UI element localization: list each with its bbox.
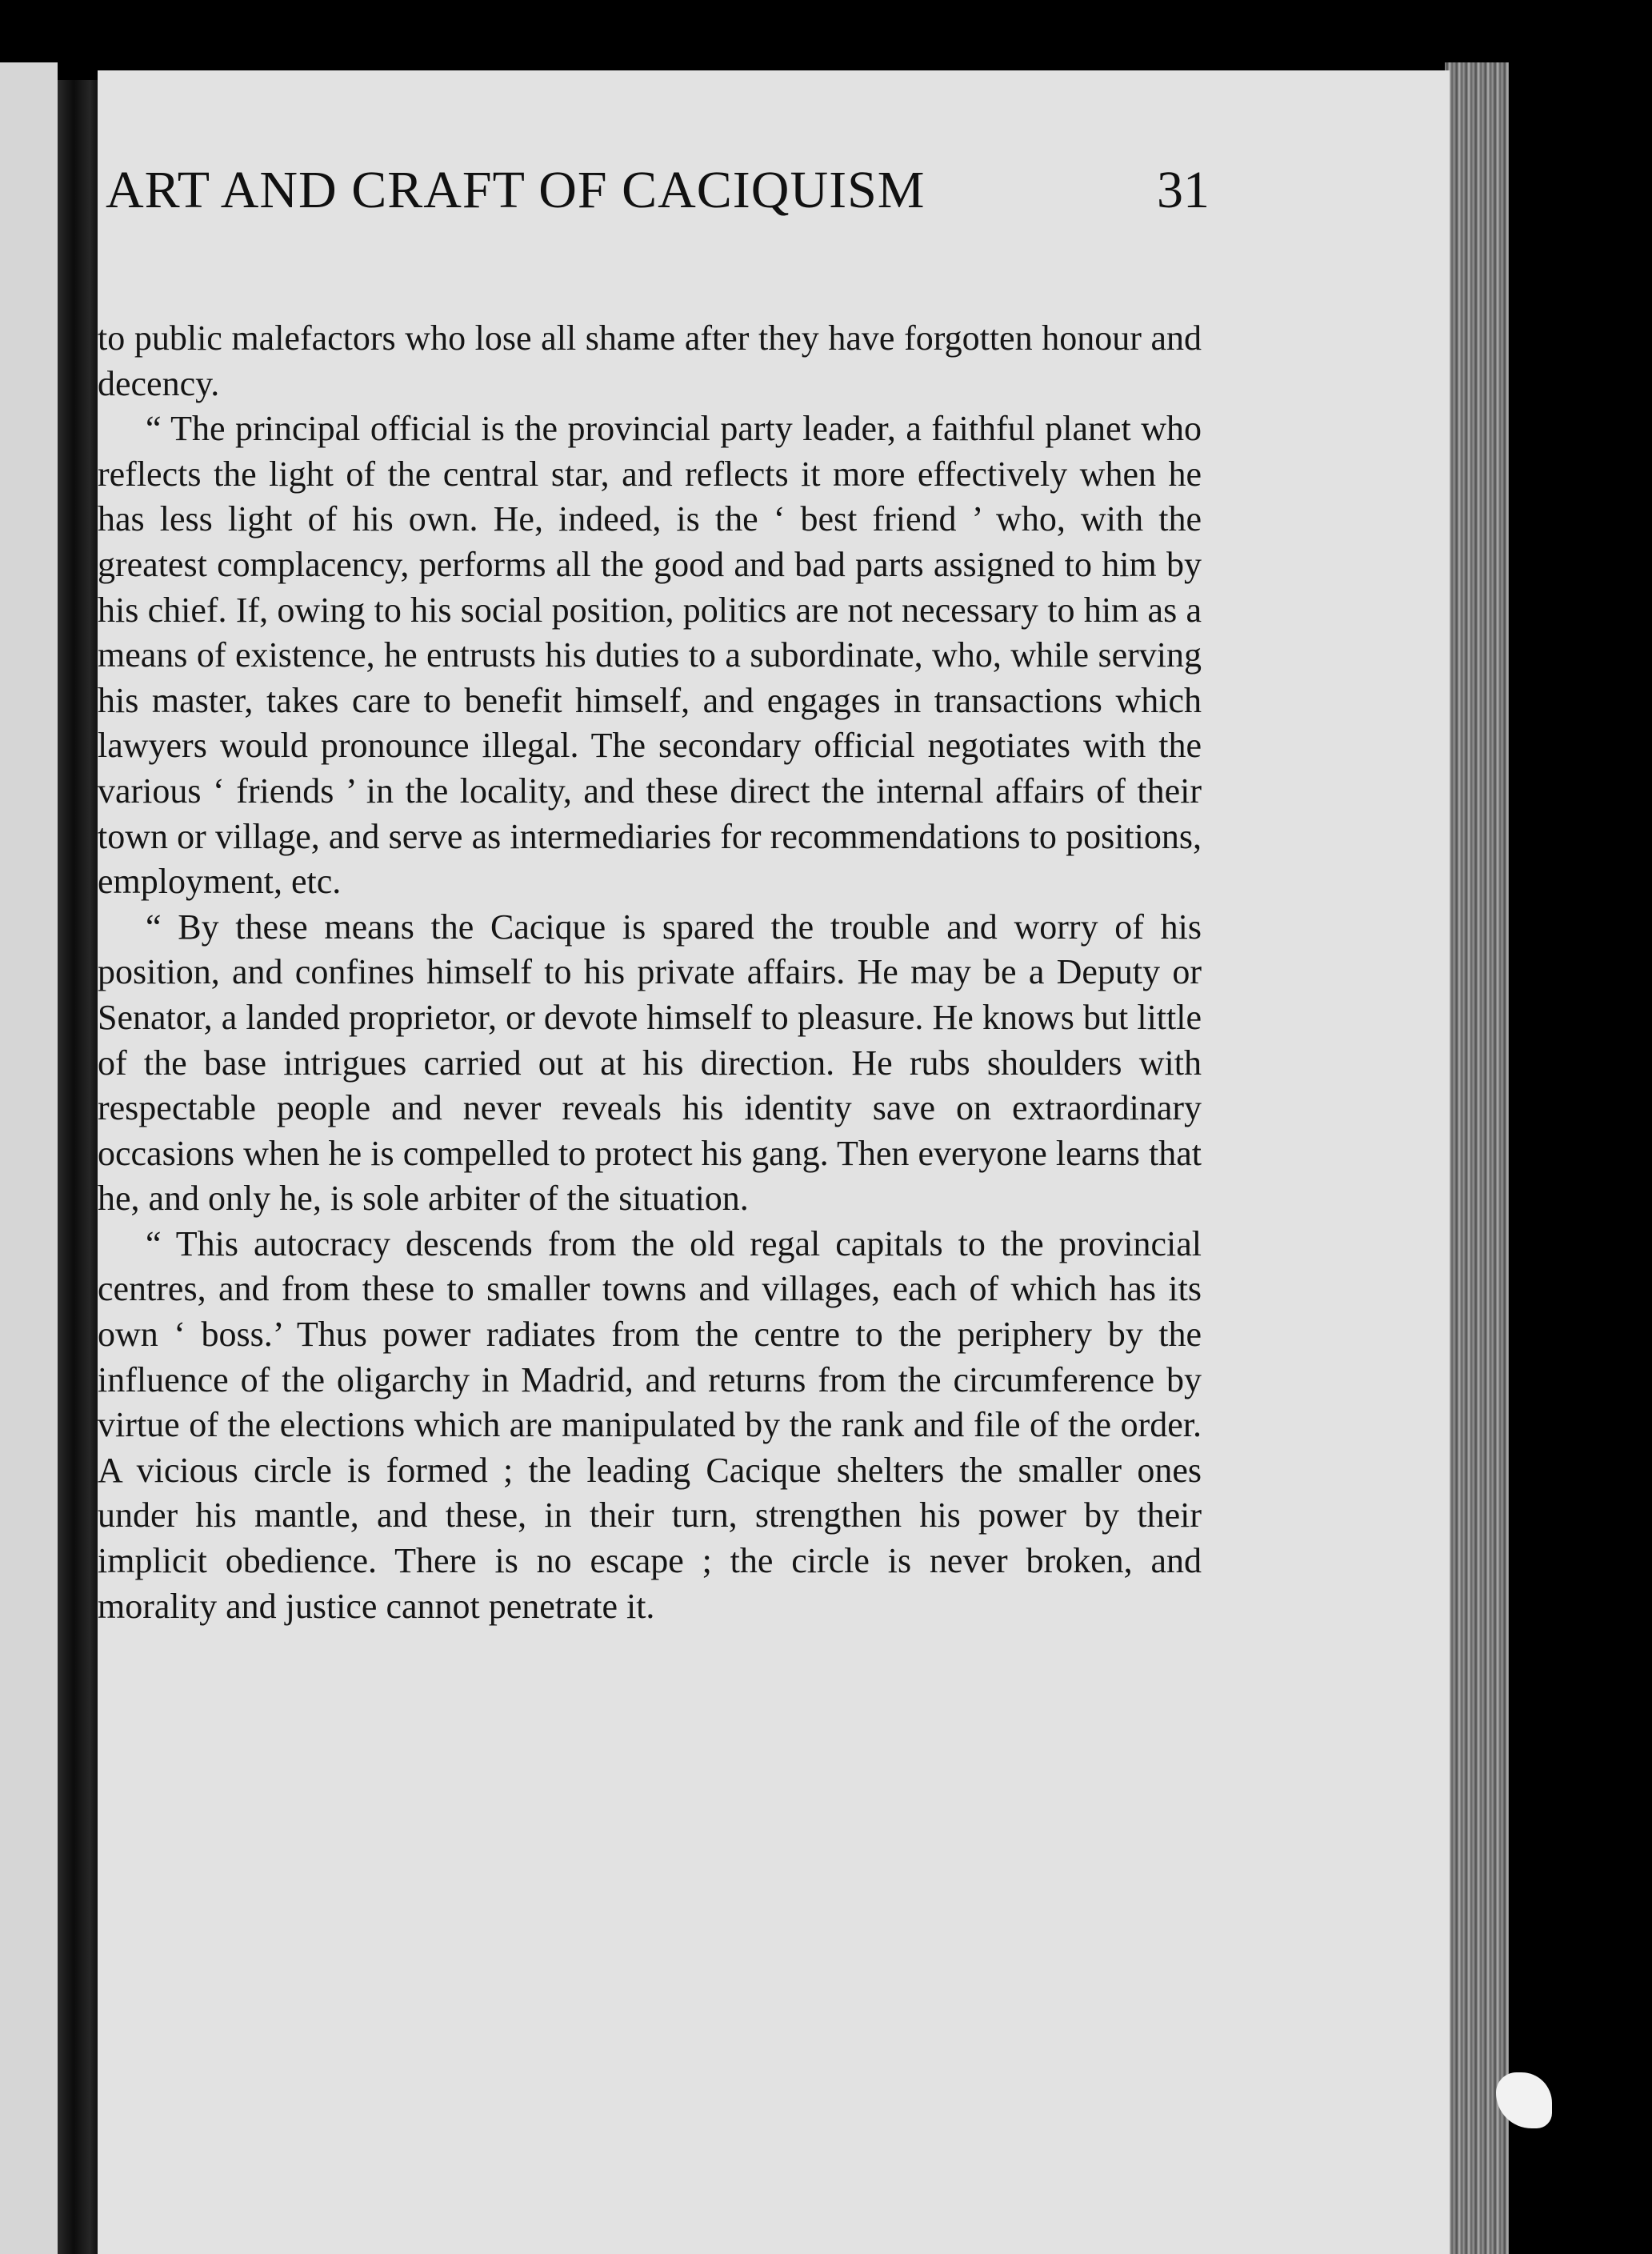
book-binding: [58, 80, 98, 2254]
paragraph: “ This autocracy descends from the old regal capitals to the provincial centres, and from these to smaller towns and villages, each of which has its own ‘ boss.’ Thus power radiates from the centre to the periphery by the influence of the oligarchy in Madrid, and returns from the circumference by virtue of the elections which are manipulated by the rank and file of the order. A vicious circle is formed ; the leading Cacique shelters the smaller ones under his mantle, and these, in their turn, strengthen his power by their implicit obedience. There is no escape ; the circle is never broken, and morality and justice cannot penetrate it.: [98, 1223, 1202, 1626]
page-edges: [1445, 62, 1509, 2254]
running-title: ART AND CRAFT OF CACIQUISM: [106, 161, 926, 219]
body-text: [98, 316, 1202, 1629]
paragraph: “ By these means the Cacique is spared the trouble and worry of his position, and confines himself to his private affairs. He may be a Deputy or Senator, a landed proprietor, or devote himself to pleasure. He knows but little of the base intrigues carried out at his direction. He rubs shoulders with respectable people and never reveals his identity save on extraordinary occasions when he is compelled to protect his gang. Then everyone learns that he, and only he, is sole arbiter of the situation.: [98, 907, 1202, 1219]
paragraph: “ The principal official is the provincial party leader, a faithful planet who reflects the light of the central star, and reflects it more effectively when he has less light of his own. He, indeed, is the ‘ best friend ’ who, with the greatest complacency, performs all the good and bad parts assigned to him by his chief. If, owing to his social position, politics are not necessary to him as a means of existence, he entrusts his duties to a subordinate, who, while serving his master, takes care to benefit himself, and engages in transactions which lawyers would pronounce illegal. The secondary official negotiates with the various ‘ friends ’ in the locality, and these direct the internal affairs of their town or village, and serve as intermediaries for recommendations to positions, employment, etc.: [98, 409, 1202, 902]
paragraph: to public malefactors who lose all shame after they have forgotten honour and decency.: [98, 318, 1202, 403]
page-header: [106, 160, 1210, 256]
left-page-edge: [0, 62, 58, 2254]
page-number: 31: [1157, 161, 1210, 219]
